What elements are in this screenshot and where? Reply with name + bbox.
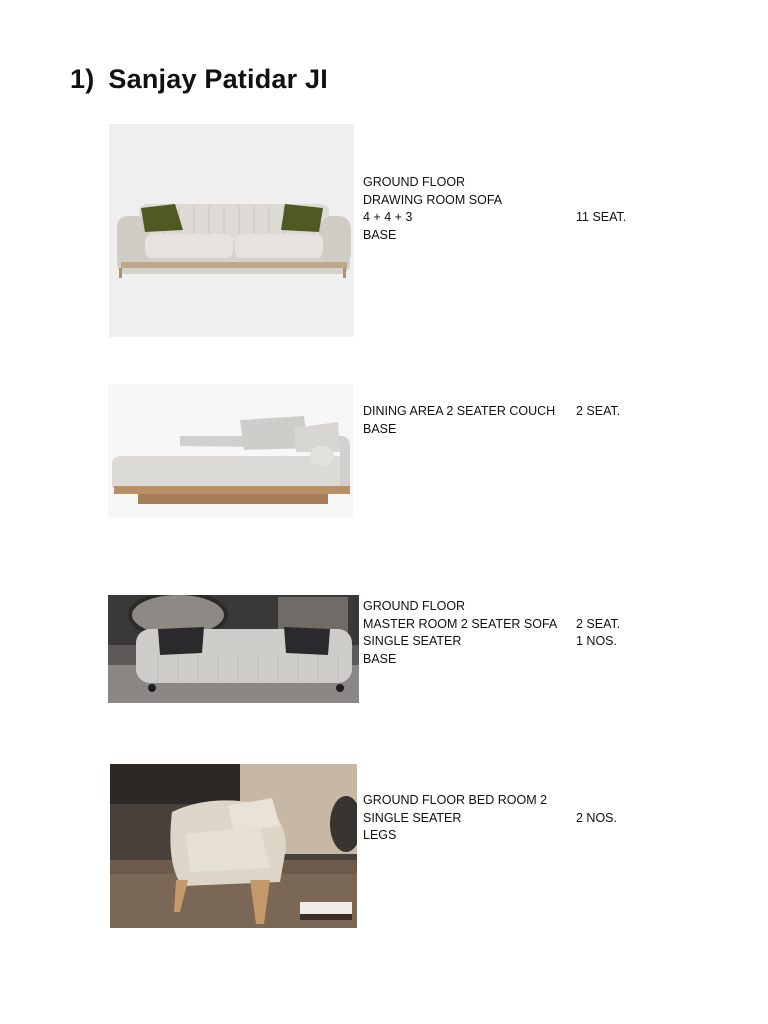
item-1-qty-line [576, 174, 626, 192]
item-1-description [363, 174, 502, 244]
item-3-line: BASE [363, 651, 397, 666]
item-3-description [363, 598, 557, 668]
item-1-quantity [576, 174, 626, 244]
item-1-line: DRAWING ROOM SOFA [363, 192, 503, 207]
item-1-qty-line [576, 192, 626, 210]
item-1-qty-line: 11 SEAT. [576, 210, 627, 225]
item-3-qty-line: 2 SEAT. [576, 616, 621, 631]
sofa-master-room-image [108, 595, 359, 703]
item-4-line: SINGLE SEATER [363, 810, 462, 825]
item-1-line: GROUND FLOOR [363, 175, 466, 189]
item-3-line: GROUND FLOOR [363, 599, 466, 613]
item-4-quantity [576, 792, 617, 845]
item-3-line: MASTER ROOM 2 SEATER SOFA [363, 616, 558, 631]
item-3-qty-line [576, 651, 620, 669]
item-3-qty-line [576, 598, 620, 616]
item-4-qty-line [576, 792, 617, 810]
page-title [70, 64, 328, 95]
item-2-line: BASE [363, 421, 397, 436]
item-4-line: LEGS [363, 828, 397, 843]
chaise-couch-image [108, 384, 353, 518]
heading-name: Sanjay Patidar JI [108, 64, 328, 94]
item-4-line: GROUND FLOOR BED ROOM 2 [363, 793, 548, 807]
item-3-quantity [576, 598, 620, 668]
item-1-line: 4 + 4 + 3 [363, 210, 413, 225]
item-3-line: SINGLE SEATER [363, 634, 462, 649]
item-4-description [363, 792, 547, 845]
armchair-image [110, 764, 357, 928]
item-1-qty-line [576, 227, 626, 245]
item-2-line: DINING AREA 2 SEATER COUCH [363, 404, 556, 418]
item-4-qty-line [576, 827, 617, 845]
heading-number: 1) [70, 64, 95, 94]
sofa-drawing-room-image [109, 124, 354, 337]
item-2-qty-line: 2 SEAT. [576, 404, 621, 418]
item-1-line: BASE [363, 227, 397, 242]
item-4-qty-line: 2 NOS. [576, 810, 617, 825]
item-2-qty-line [576, 421, 620, 439]
item-2-description [363, 403, 555, 438]
item-2-quantity [576, 403, 620, 438]
item-3-qty-line: 1 NOS. [576, 634, 617, 649]
